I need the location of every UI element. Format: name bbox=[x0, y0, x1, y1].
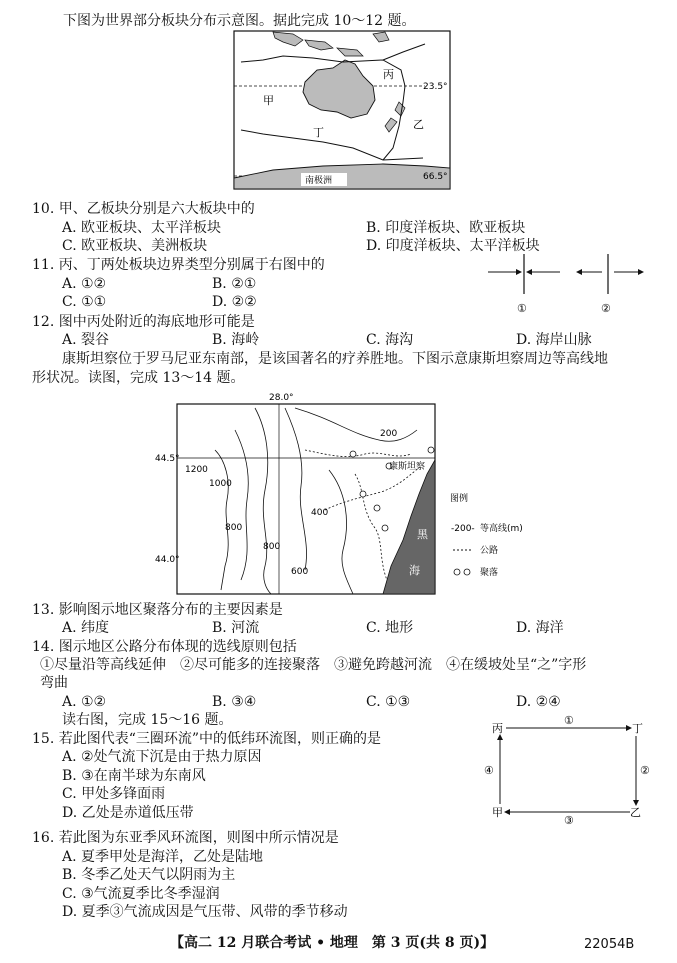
new-guinea bbox=[337, 48, 363, 56]
lat-label-44-5: 44.5° bbox=[155, 454, 180, 464]
circ-label-1: ① bbox=[564, 714, 574, 727]
australia bbox=[303, 60, 375, 118]
sea-label-1: 黑 bbox=[417, 528, 428, 541]
q12-option-d[interactable]: D. 海岸山脉 bbox=[516, 332, 592, 348]
settlement-5 bbox=[382, 525, 388, 531]
arrow-bottom bbox=[504, 809, 510, 815]
circ-label-4: ④ bbox=[484, 764, 494, 777]
q12-option-c[interactable]: C. 海沟 bbox=[366, 332, 414, 348]
contour-label-400: 400 bbox=[311, 508, 329, 518]
q14-option-a[interactable]: A. ①② bbox=[62, 694, 107, 710]
road-north bbox=[305, 450, 411, 457]
plate-map bbox=[233, 30, 451, 190]
q14-statements-cont: 弯曲 bbox=[40, 675, 68, 691]
q15-stem: 15. 若此图代表“三圈环流”中的低纬环流图，则正确的是 bbox=[32, 731, 382, 747]
new-zealand-south bbox=[385, 118, 397, 132]
legend-road: 公路 bbox=[480, 546, 499, 556]
lat-label-23-5: 23.5° bbox=[423, 82, 448, 92]
q11-option-a[interactable]: A. ①② bbox=[62, 276, 107, 292]
page-footer: 【高二 12 月联合考试 • 地理 第 3 页(共 8 页)】 bbox=[170, 935, 495, 951]
q14-option-c[interactable]: C. ①③ bbox=[366, 694, 411, 710]
sea-label-2: 海 bbox=[409, 564, 420, 577]
q15-option-c[interactable]: C. 甲处多锋面雨 bbox=[62, 786, 166, 802]
q11-option-d[interactable]: D. ②② bbox=[212, 294, 257, 310]
q12-stem: 12. 图中丙处附近的海底地形可能是 bbox=[32, 314, 255, 330]
intro-13-14-line1: 康斯坦察位于罗马尼亚东南部，是该国著名的疗养胜地。下图示意康斯坦察周边等高线地 bbox=[62, 351, 608, 367]
circ-label-3: ③ bbox=[564, 814, 574, 825]
q14-stem: 14. 图示地区公路分布体现的选线原则包括 bbox=[32, 639, 297, 655]
q12-option-a[interactable]: A. 裂谷 bbox=[62, 332, 110, 348]
q10-option-a[interactable]: A. 欧亚板块、太平洋板块 bbox=[62, 220, 222, 236]
intro-15-16: 读右图，完成 15～16 题。 bbox=[62, 712, 233, 728]
label-jia: 甲 bbox=[263, 94, 274, 107]
q11-option-c[interactable]: C. ①① bbox=[62, 294, 107, 310]
q16-option-b[interactable]: B. 冬季乙处天气以阴雨为主 bbox=[62, 867, 236, 883]
q10-stem: 10. 甲、乙板块分别是六大板块中的 bbox=[32, 201, 255, 217]
exam-code: 22054B bbox=[584, 937, 635, 952]
lon-label: 28.0° bbox=[269, 393, 294, 403]
settlement-4 bbox=[374, 505, 380, 511]
q10-option-c[interactable]: C. 欧亚板块、美洲板块 bbox=[62, 238, 208, 254]
label-yi: 乙 bbox=[413, 118, 424, 131]
contour-1200 bbox=[215, 450, 228, 590]
q12-option-b[interactable]: B. 海岭 bbox=[212, 332, 260, 348]
q15-option-d[interactable]: D. 乙处是赤道低压带 bbox=[62, 805, 194, 821]
contour-600 bbox=[285, 408, 307, 570]
legend-title: 图例 bbox=[450, 494, 469, 504]
contour-label-200: 200 bbox=[380, 429, 398, 439]
q10-option-b[interactable]: B. 印度洋板块、欧亚板块 bbox=[366, 220, 526, 236]
arrow-2-left bbox=[576, 269, 582, 275]
q16-option-a[interactable]: A. 夏季甲处是海洋，乙处是陆地 bbox=[62, 849, 264, 865]
new-zealand-north bbox=[395, 102, 405, 116]
settlement-1 bbox=[350, 451, 356, 457]
legend-settlement: 聚落 bbox=[480, 568, 499, 578]
q16-stem: 16. 若此图为东亚季风环流图，则图中所示情况是 bbox=[32, 830, 339, 846]
plate-boundary-south bbox=[241, 130, 423, 160]
legend-settlement-sample-1 bbox=[454, 569, 460, 575]
lat-label-44-0: 44.0° bbox=[155, 555, 180, 565]
q14-statements: ①尽量沿等高线延伸 ②尽可能多的连接聚落 ③避免跨越河流 ④在缓坡处呈“之”字形 bbox=[40, 657, 587, 673]
q13-stem: 13. 影响图示地区聚落分布的主要因素是 bbox=[32, 602, 283, 618]
q11-stem: 11. 丙、丁两处板块边界类型分别属于右图中的 bbox=[32, 257, 325, 273]
circ-label-ding: 丁 bbox=[632, 722, 643, 735]
constanta-contour-map bbox=[155, 390, 525, 597]
q14-option-b[interactable]: B. ③④ bbox=[212, 694, 257, 710]
arrow-1-right bbox=[526, 269, 532, 275]
contour-200 bbox=[295, 408, 417, 441]
q13-option-b[interactable]: B. 河流 bbox=[212, 620, 260, 636]
q16-option-c[interactable]: C. ③气流夏季比冬季湿润 bbox=[62, 886, 220, 902]
boundary-types-figure bbox=[486, 252, 652, 318]
contour-label-800b: 800 bbox=[263, 542, 281, 552]
circulation-figure bbox=[480, 710, 660, 825]
label-ding: 丁 bbox=[313, 126, 324, 139]
legend-settlement-sample-2 bbox=[464, 569, 470, 575]
label-bing: 丙 bbox=[383, 68, 394, 81]
intro-10-12: 下图为世界部分板块分布示意图。据此完成 10～12 题。 bbox=[63, 13, 416, 29]
q11-option-b[interactable]: B. ②① bbox=[212, 276, 257, 292]
fig-label-2: ② bbox=[601, 302, 611, 315]
intro-13-14-line2: 形状况。读图，完成 13～14 题。 bbox=[32, 370, 245, 386]
asia-landmass bbox=[273, 32, 303, 46]
circ-label-bing: 丙 bbox=[492, 722, 503, 735]
contour-1000 bbox=[235, 430, 248, 580]
contour-800 bbox=[255, 408, 271, 594]
contour-label-1200: 1200 bbox=[185, 465, 208, 475]
q13-option-c[interactable]: C. 地形 bbox=[366, 620, 414, 636]
legend-contour-sample: -200- bbox=[451, 524, 475, 534]
fig-label-1: ① bbox=[517, 302, 527, 315]
contour-400 bbox=[329, 470, 353, 594]
legend-contour: 等高线(m) bbox=[480, 524, 523, 534]
contour-label-1000: 1000 bbox=[209, 479, 232, 489]
circ-label-2: ② bbox=[640, 764, 650, 777]
q16-option-d[interactable]: D. 夏季③气流成因是气压带、风带的季节移动 bbox=[62, 904, 348, 920]
contour-label-600: 600 bbox=[291, 567, 309, 577]
island-2 bbox=[373, 32, 389, 42]
circ-label-jia: 甲 bbox=[492, 806, 503, 819]
label-antarctica: 南极洲 bbox=[305, 176, 333, 186]
q14-option-d[interactable]: D. ②④ bbox=[516, 694, 561, 710]
contour-label-800a: 800 bbox=[225, 523, 243, 533]
arrow-2-right bbox=[638, 269, 644, 275]
city-label-constanta: 康斯坦察 bbox=[389, 462, 426, 472]
q15-option-b[interactable]: B. ③在南半球为东南风 bbox=[62, 768, 206, 784]
q10-option-d[interactable]: D. 印度洋板块、太平洋板块 bbox=[366, 238, 540, 254]
island-1 bbox=[305, 40, 333, 50]
q13-option-d[interactable]: D. 海洋 bbox=[516, 620, 564, 636]
q13-option-a[interactable]: A. 纬度 bbox=[62, 620, 110, 636]
q15-option-a[interactable]: A. ②处气流下沉是由于热力原因 bbox=[62, 749, 262, 765]
circ-label-yi: 乙 bbox=[630, 806, 641, 819]
lat-label-66-5: 66.5° bbox=[423, 172, 448, 182]
settlement-6 bbox=[428, 447, 434, 453]
plate-boundary-ne bbox=[383, 44, 425, 60]
settlement-3 bbox=[360, 491, 366, 497]
